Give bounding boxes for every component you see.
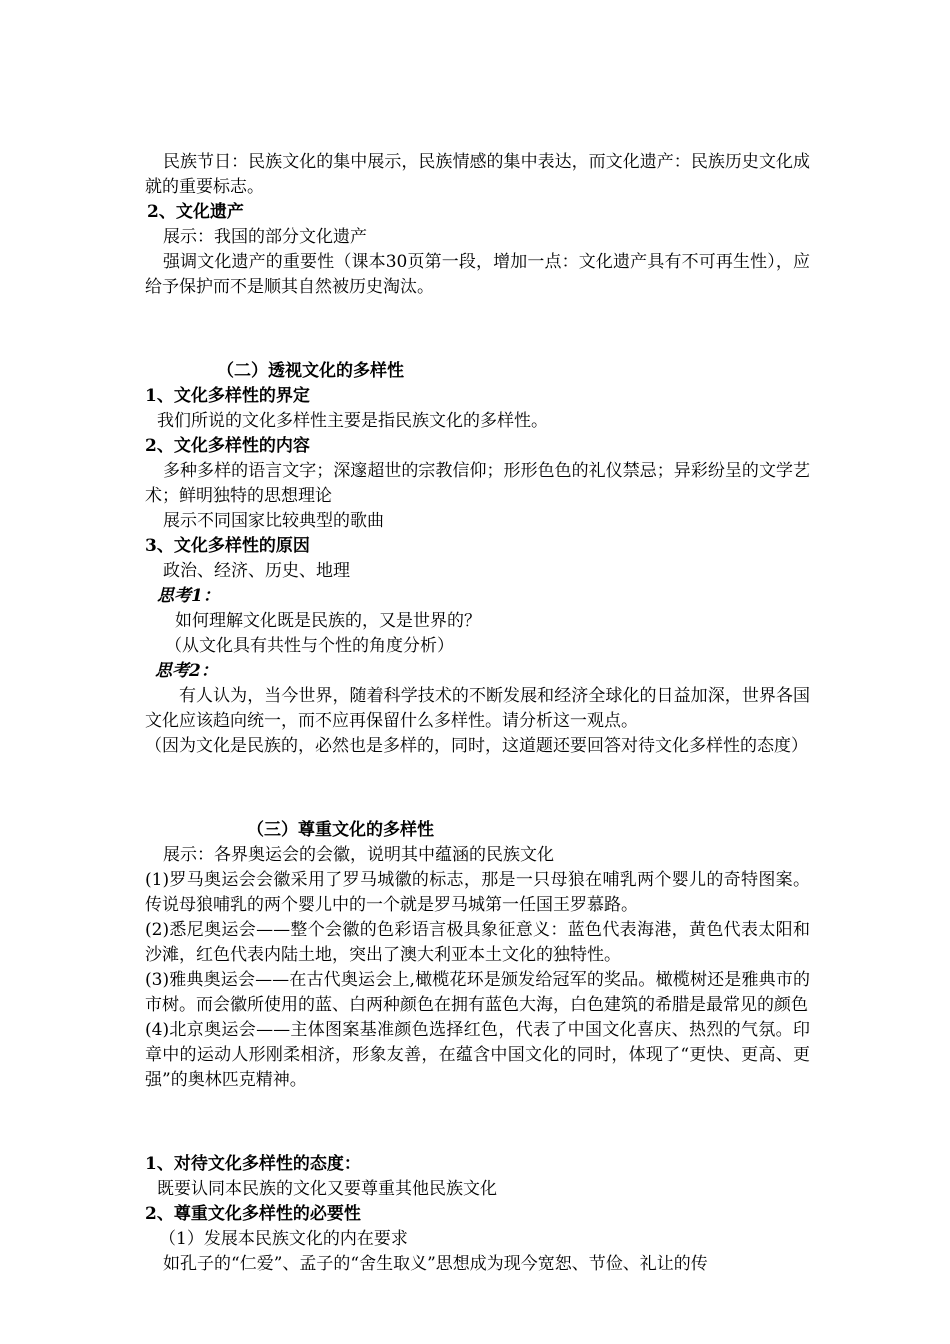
section-heading: 3、文化多样性的原因 (145, 536, 310, 556)
paragraph-line: （从文化具有共性与个性的角度分析） (165, 636, 454, 656)
blank-line (145, 317, 810, 342)
section-heading: 2、尊重文化多样性的必要性 (145, 1204, 361, 1224)
paragraph-line: (4)北京奥运会——主体图案基准颜色选择红色，代表了中国文化喜庆、热烈的气氛。印章中的运动人形刚柔相济，形象友善，在蕴含中国文化的同时，体现了“更快、更高、更强”的奥林匹克精神。 (145, 1020, 810, 1090)
paragraph-line: 多种多样的语言文字；深邃超世的宗教信仰；形形色色的礼仪禁忌；异彩纷呈的文学艺术；鲜明独特的思想理论 (145, 461, 810, 506)
paragraph-line: 既要认同本民族的文化又要尊重其他民族文化 (157, 1179, 497, 1199)
paragraph-line: 展示：各界奥运会的会徽，说明其中蕴涵的民族文化 (163, 845, 554, 865)
section-heading: （三）尊重文化的多样性 (247, 820, 434, 840)
paragraph-line: （1）发展本民族文化的内在要求 (159, 1229, 408, 1249)
section-heading: 1、对待文化多样性的态度： (145, 1154, 361, 1174)
paragraph-line: 有人认为，当今世界，随着科学技术的不断发展和经济全球化的日益加深，世界各国文化应该趋向统一，而不应再保留什么多样性。请分析这一观点。 (145, 686, 810, 731)
blank-line (145, 776, 810, 801)
blank-line (145, 1110, 810, 1135)
question-label: 思考1： (157, 586, 220, 606)
paragraph-line: 民族节日：民族文化的集中展示，民族情感的集中表达，而文化遗产：民族历史文化成就的重要标志。 (145, 152, 810, 197)
document-body (145, 150, 810, 1277)
section-heading: 2、文化遗产 (147, 202, 244, 222)
paragraph-line: (2)悉尼奥运会——整个会徽的色彩语言极具象征意义：蓝色代表海港，黄色代表太阳和沙滩，红色代表内陆土地，突出了澳大利亚本土文化的独特性。 (145, 920, 810, 965)
paragraph-line: (3)雅典奥运会——在古代奥运会上,橄榄花环是颁发给冠军的奖品。橄榄树还是雅典市的市树。而会徽所使用的蓝、白两种颜色在拥有蓝色大海，白色建筑的希腊是最常见的颜色 (145, 970, 810, 1015)
section-heading: 1、文化多样性的界定 (145, 386, 310, 406)
section-heading: 2、文化多样性的内容 (145, 436, 310, 456)
section-heading: （二）透视文化的多样性 (217, 361, 404, 381)
paragraph-line: (1)罗马奥运会会徽采用了罗马城徽的标志，那是一只母狼在哺乳两个婴儿的奇特图案。传说母狼哺乳的两个婴儿中的一个就是罗马城第一任国王罗慕路。 (145, 870, 810, 915)
paragraph-line: 展示不同国家比较典型的歌曲 (163, 511, 384, 531)
paragraph-line: 强调文化遗产的重要性（课本30页第一段，增加一点：文化遗产具有不可再生性），应给予保护而不是顺其自然被历史淘汰。 (145, 252, 810, 297)
paragraph-line: 我们所说的文化多样性主要是指民族文化的多样性。 (157, 411, 548, 431)
paragraph-line: （因为文化是民族的，必然也是多样的，同时，这道题还要回答对待文化多样性的态度） (145, 736, 808, 756)
paragraph-line: 展示：我国的部分文化遗产 (163, 227, 367, 247)
paragraph-line: 政治、经济、历史、地理 (163, 561, 350, 581)
paragraph-line: 如孔子的“仁爱”、孟子的“舍生取义”思想成为现今宽恕、节俭、礼让的传 (163, 1254, 708, 1274)
paragraph-line: 如何理解文化既是民族的，又是世界的？ (175, 611, 481, 631)
question-label: 思考2： (155, 661, 218, 681)
